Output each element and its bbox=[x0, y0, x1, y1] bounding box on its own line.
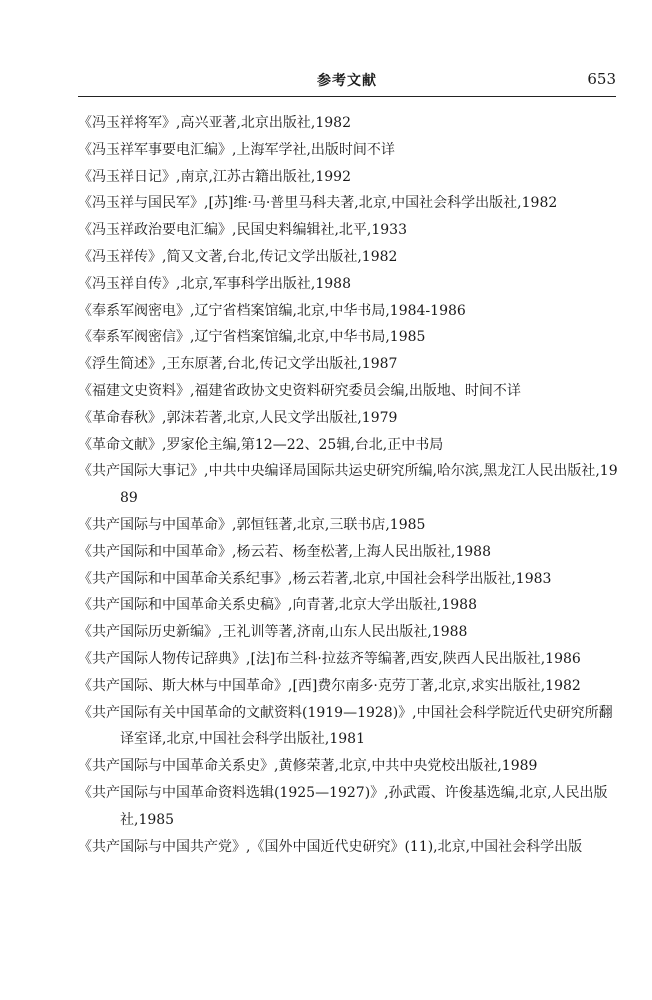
bibliography-entry: 《浮生简述》,王东原著,台北,传记文学出版社,1987 bbox=[78, 356, 398, 373]
bibliography-entry: 《冯玉祥与国民军》,[苏]维·马·普里马科夫著,北京,中国社会科学出版社,1982 bbox=[78, 195, 558, 212]
page-header bbox=[78, 66, 616, 97]
bibliography-entry: 《共产国际有关中国革命的文献资料(1919—1928)》,中国社会科学院近代史研究所翻译室译,北京,中国社会科学出版社,1981 bbox=[78, 704, 613, 748]
bibliography-entry: 《冯玉祥传》,简又文著,台北,传记文学出版社,1982 bbox=[78, 248, 398, 265]
bibliography-entry: 《奉系军阀密信》,辽宁省档案馆编,北京,中华书局,1985 bbox=[78, 329, 426, 346]
bibliography-entry: 《共产国际和中国革命》,杨云若、杨奎松著,上海人民出版社,1988 bbox=[78, 543, 491, 560]
bibliography-entry: 《共产国际与中国革命关系史》,黄修荣著,北京,中共中央党校出版社,1989 bbox=[78, 758, 538, 775]
bibliography-entry: 《福建文史资料》,福建省政协文史资料研究委员会编,出版地、时间不详 bbox=[78, 382, 521, 399]
bibliography-entry: 《冯玉祥日记》,南京,江苏古籍出版社,1992 bbox=[78, 168, 351, 185]
bibliography-entry: 《共产国际和中国革命关系纪事》,杨云若著,北京,中国社会科学出版社,1983 bbox=[78, 570, 552, 587]
bibliography-entry: 《共产国际历史新编》,王礼训等著,济南,山东人民出版社,1988 bbox=[78, 624, 468, 641]
bibliography-entry: 《奉系军阀密电》,辽宁省档案馆编,北京,中华书局,1984-1986 bbox=[78, 302, 466, 319]
bibliography-entry: 《共产国际、斯大林与中国革命》,[西]费尔南多·克劳丁著,北京,求实出版社,1982 bbox=[78, 677, 581, 694]
bibliography-entry: 《冯玉祥军事要电汇编》,上海军学社,出版时间不详 bbox=[78, 141, 395, 158]
bibliography-entry: 《共产国际与中国共产党》,《国外中国近代史研究》(11),北京,中国社会科学出版 bbox=[78, 838, 583, 855]
bibliography-list bbox=[78, 110, 623, 860]
bibliography-entry: 《冯玉祥政治要电汇编》,民国史料编辑社,北平,1933 bbox=[78, 222, 407, 239]
bibliography-entry: 《共产国际与中国革命》,郭恒钰著,北京,三联书店,1985 bbox=[78, 516, 426, 533]
page-number: 653 bbox=[587, 70, 616, 88]
running-title: 参考文献 bbox=[317, 73, 377, 89]
bibliography-entry: 《共产国际与中国革命资料选辑(1925—1927)》,孙武霞、许俊基选编,北京,人民出版社,1985 bbox=[78, 784, 608, 828]
bibliography-entry: 《共产国际和中国革命关系史稿》,向青著,北京大学出版社,1988 bbox=[78, 597, 477, 614]
bibliography-entry: 《冯玉祥将军》,高兴亚著,北京出版社,1982 bbox=[78, 115, 351, 131]
bibliography-entry: 《共产国际人物传记辞典》,[法]布兰科·拉兹齐等编著,西安,陕西人民出版社,1986 bbox=[78, 650, 581, 667]
bibliography-entry: 《革命文献》,罗家伦主编,第12—22、25辑,台北,正中书局 bbox=[78, 436, 444, 453]
bibliography-entry: 《革命春秋》,郭沫若著,北京,人民文学出版社,1979 bbox=[78, 409, 398, 426]
bibliography-entry: 《冯玉祥自传》,北京,军事科学出版社,1988 bbox=[78, 275, 351, 292]
bibliography-entry: 《共产国际大事记》,中共中央编译局国际共运史研究所编,哈尔滨,黑龙江人民出版社,1989 bbox=[78, 463, 618, 507]
